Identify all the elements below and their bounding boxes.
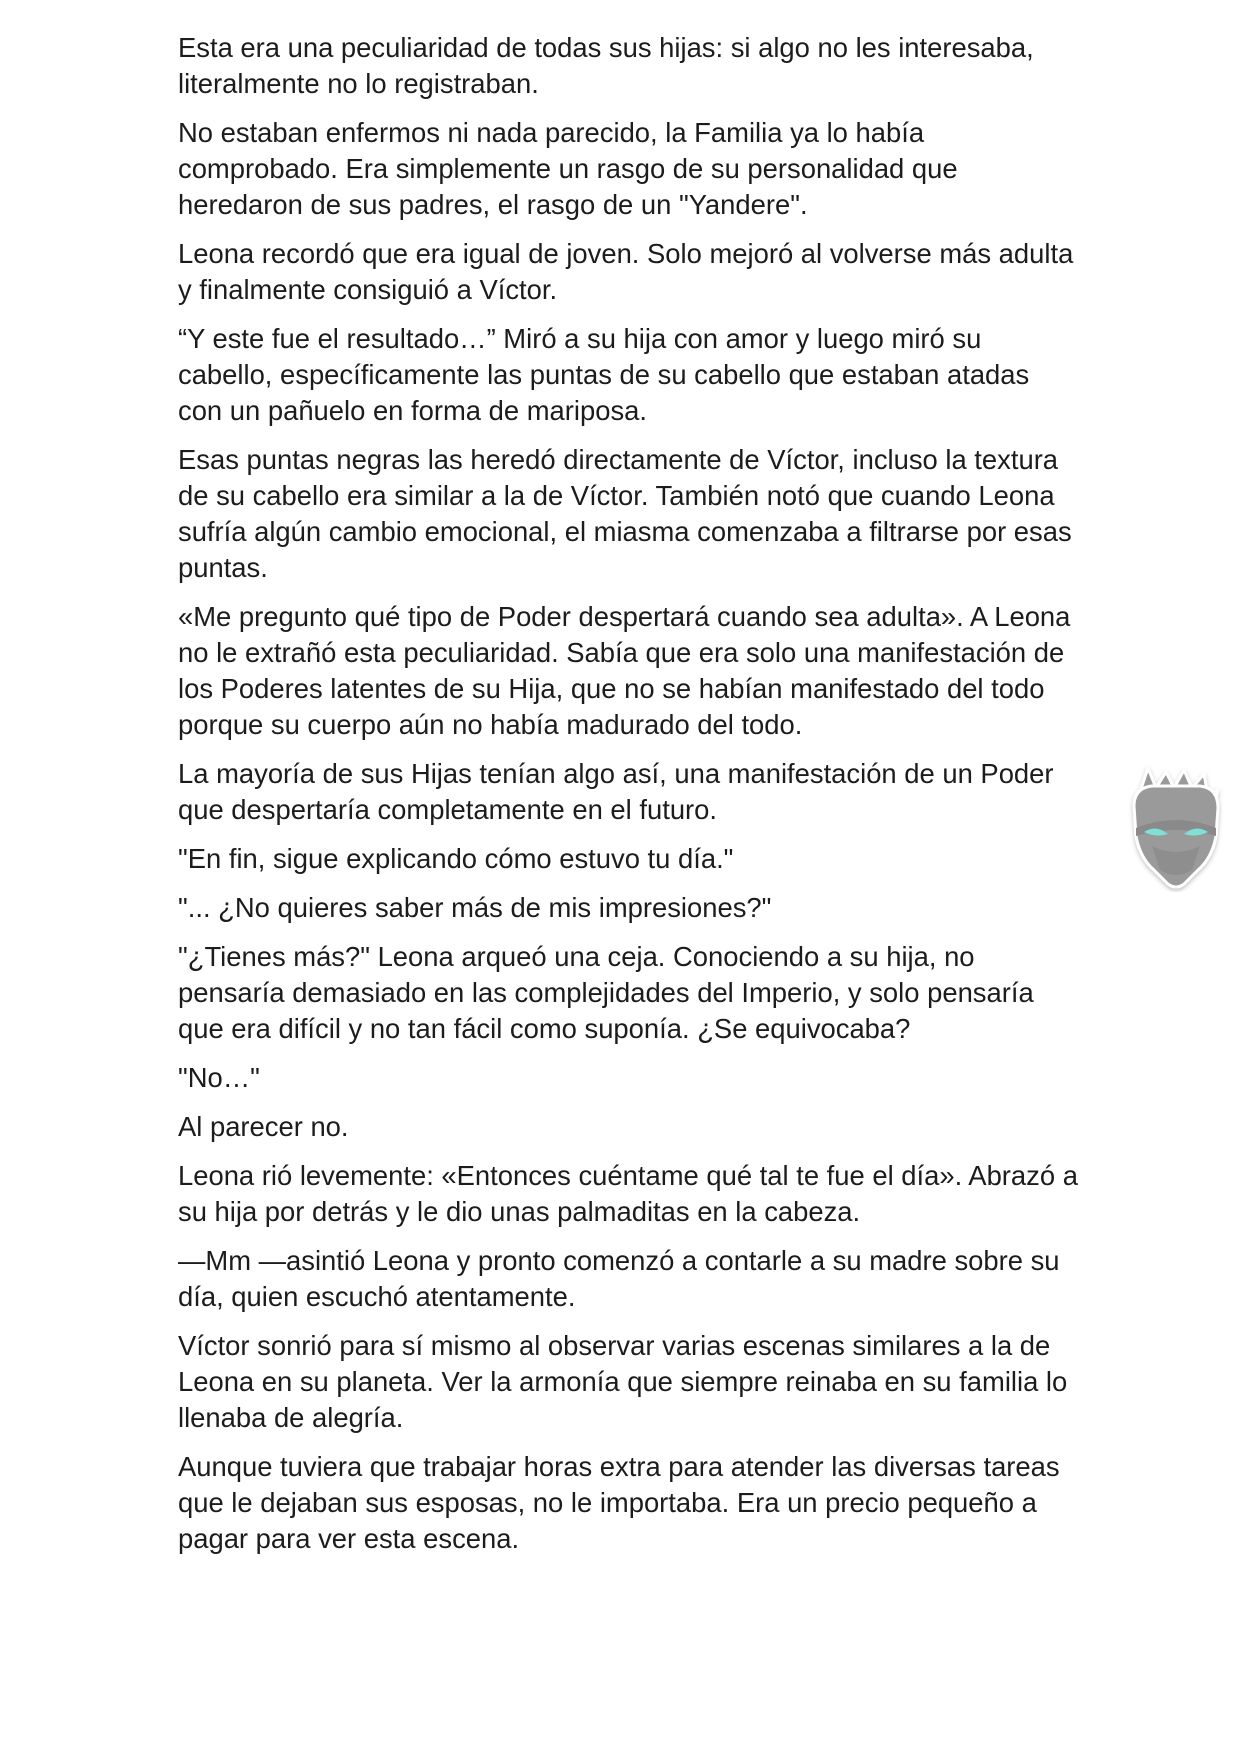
paragraph: «Me pregunto qué tipo de Poder despertará cuando sea adulta». A Leona no le extrañó esta peculiaridad. Sabía que era solo una manifestación de los Poderes latentes de su Hija, que no se habían manifestado del todo porque su cuerpo aún no había madurado del todo. — [178, 601, 1071, 740]
paragraph: Leona recordó que era igual de joven. Solo mejoró al volverse más adulta y finalmente consiguió a Víctor. — [178, 238, 1074, 305]
document-body — [178, 30, 1078, 1570]
paragraph: Esas puntas negras las heredó directamente de Víctor, incluso la textura de su cabello era similar a la de Víctor. También notó que cuando Leona sufría algún cambio emocional, el miasma comenzaba a filtrarse por esas puntas. — [178, 444, 1072, 583]
paragraph: Aunque tuviera que trabajar horas extra para atender las diversas tareas que le dejaban sus esposas, no le importaba. Era un precio pequeño a pagar para ver esta escena. — [178, 1451, 1060, 1554]
paragraph: "No…" — [178, 1062, 260, 1093]
paragraph: Esta era una peculiaridad de todas sus hijas: si algo no les interesaba, literalmente no lo registraban. — [178, 32, 1034, 99]
paragraph: No estaban enfermos ni nada parecido, la Familia ya lo había comprobado. Era simplemente un rasgo de su personalidad que heredaron de sus padres, el rasgo de un "Yandere". — [178, 117, 958, 220]
paragraph: —Mm —asintió Leona y pronto comenzó a contarle a su madre sobre su día, quien escuchó atentamente. — [178, 1245, 1060, 1312]
paragraph: "... ¿No quieres saber más de mis impresiones?" — [178, 892, 772, 923]
demon-head-logo-icon — [1122, 762, 1228, 892]
paragraph: "¿Tienes más?" Leona arqueó una ceja. Conociendo a su hija, no pensaría demasiado en las complejidades del Imperio, y solo pensaría que era difícil y no tan fácil como suponía. ¿Se equivocaba? — [178, 941, 1034, 1044]
paragraph: Víctor sonrió para sí mismo al observar varias escenas similares a la de Leona en su planeta. Ver la armonía que siempre reinaba en su familia lo llenaba de alegría. — [178, 1330, 1068, 1433]
paragraph: Leona rió levemente: «Entonces cuéntame qué tal te fue el día». Abrazó a su hija por detrás y le dio unas palmaditas en la cabeza. — [178, 1160, 1078, 1227]
paragraph: "En fin, sigue explicando cómo estuvo tu día." — [178, 843, 734, 874]
paragraph: “Y este fue el resultado…” Miró a su hija con amor y luego miró su cabello, específicamente las puntas de su cabello que estaban atadas con un pañuelo en forma de mariposa. — [178, 323, 1030, 426]
paragraph: Al parecer no. — [178, 1111, 349, 1142]
paragraph: La mayoría de sus Hijas tenían algo así, una manifestación de un Poder que despertaría completamente en el futuro. — [178, 758, 1054, 825]
